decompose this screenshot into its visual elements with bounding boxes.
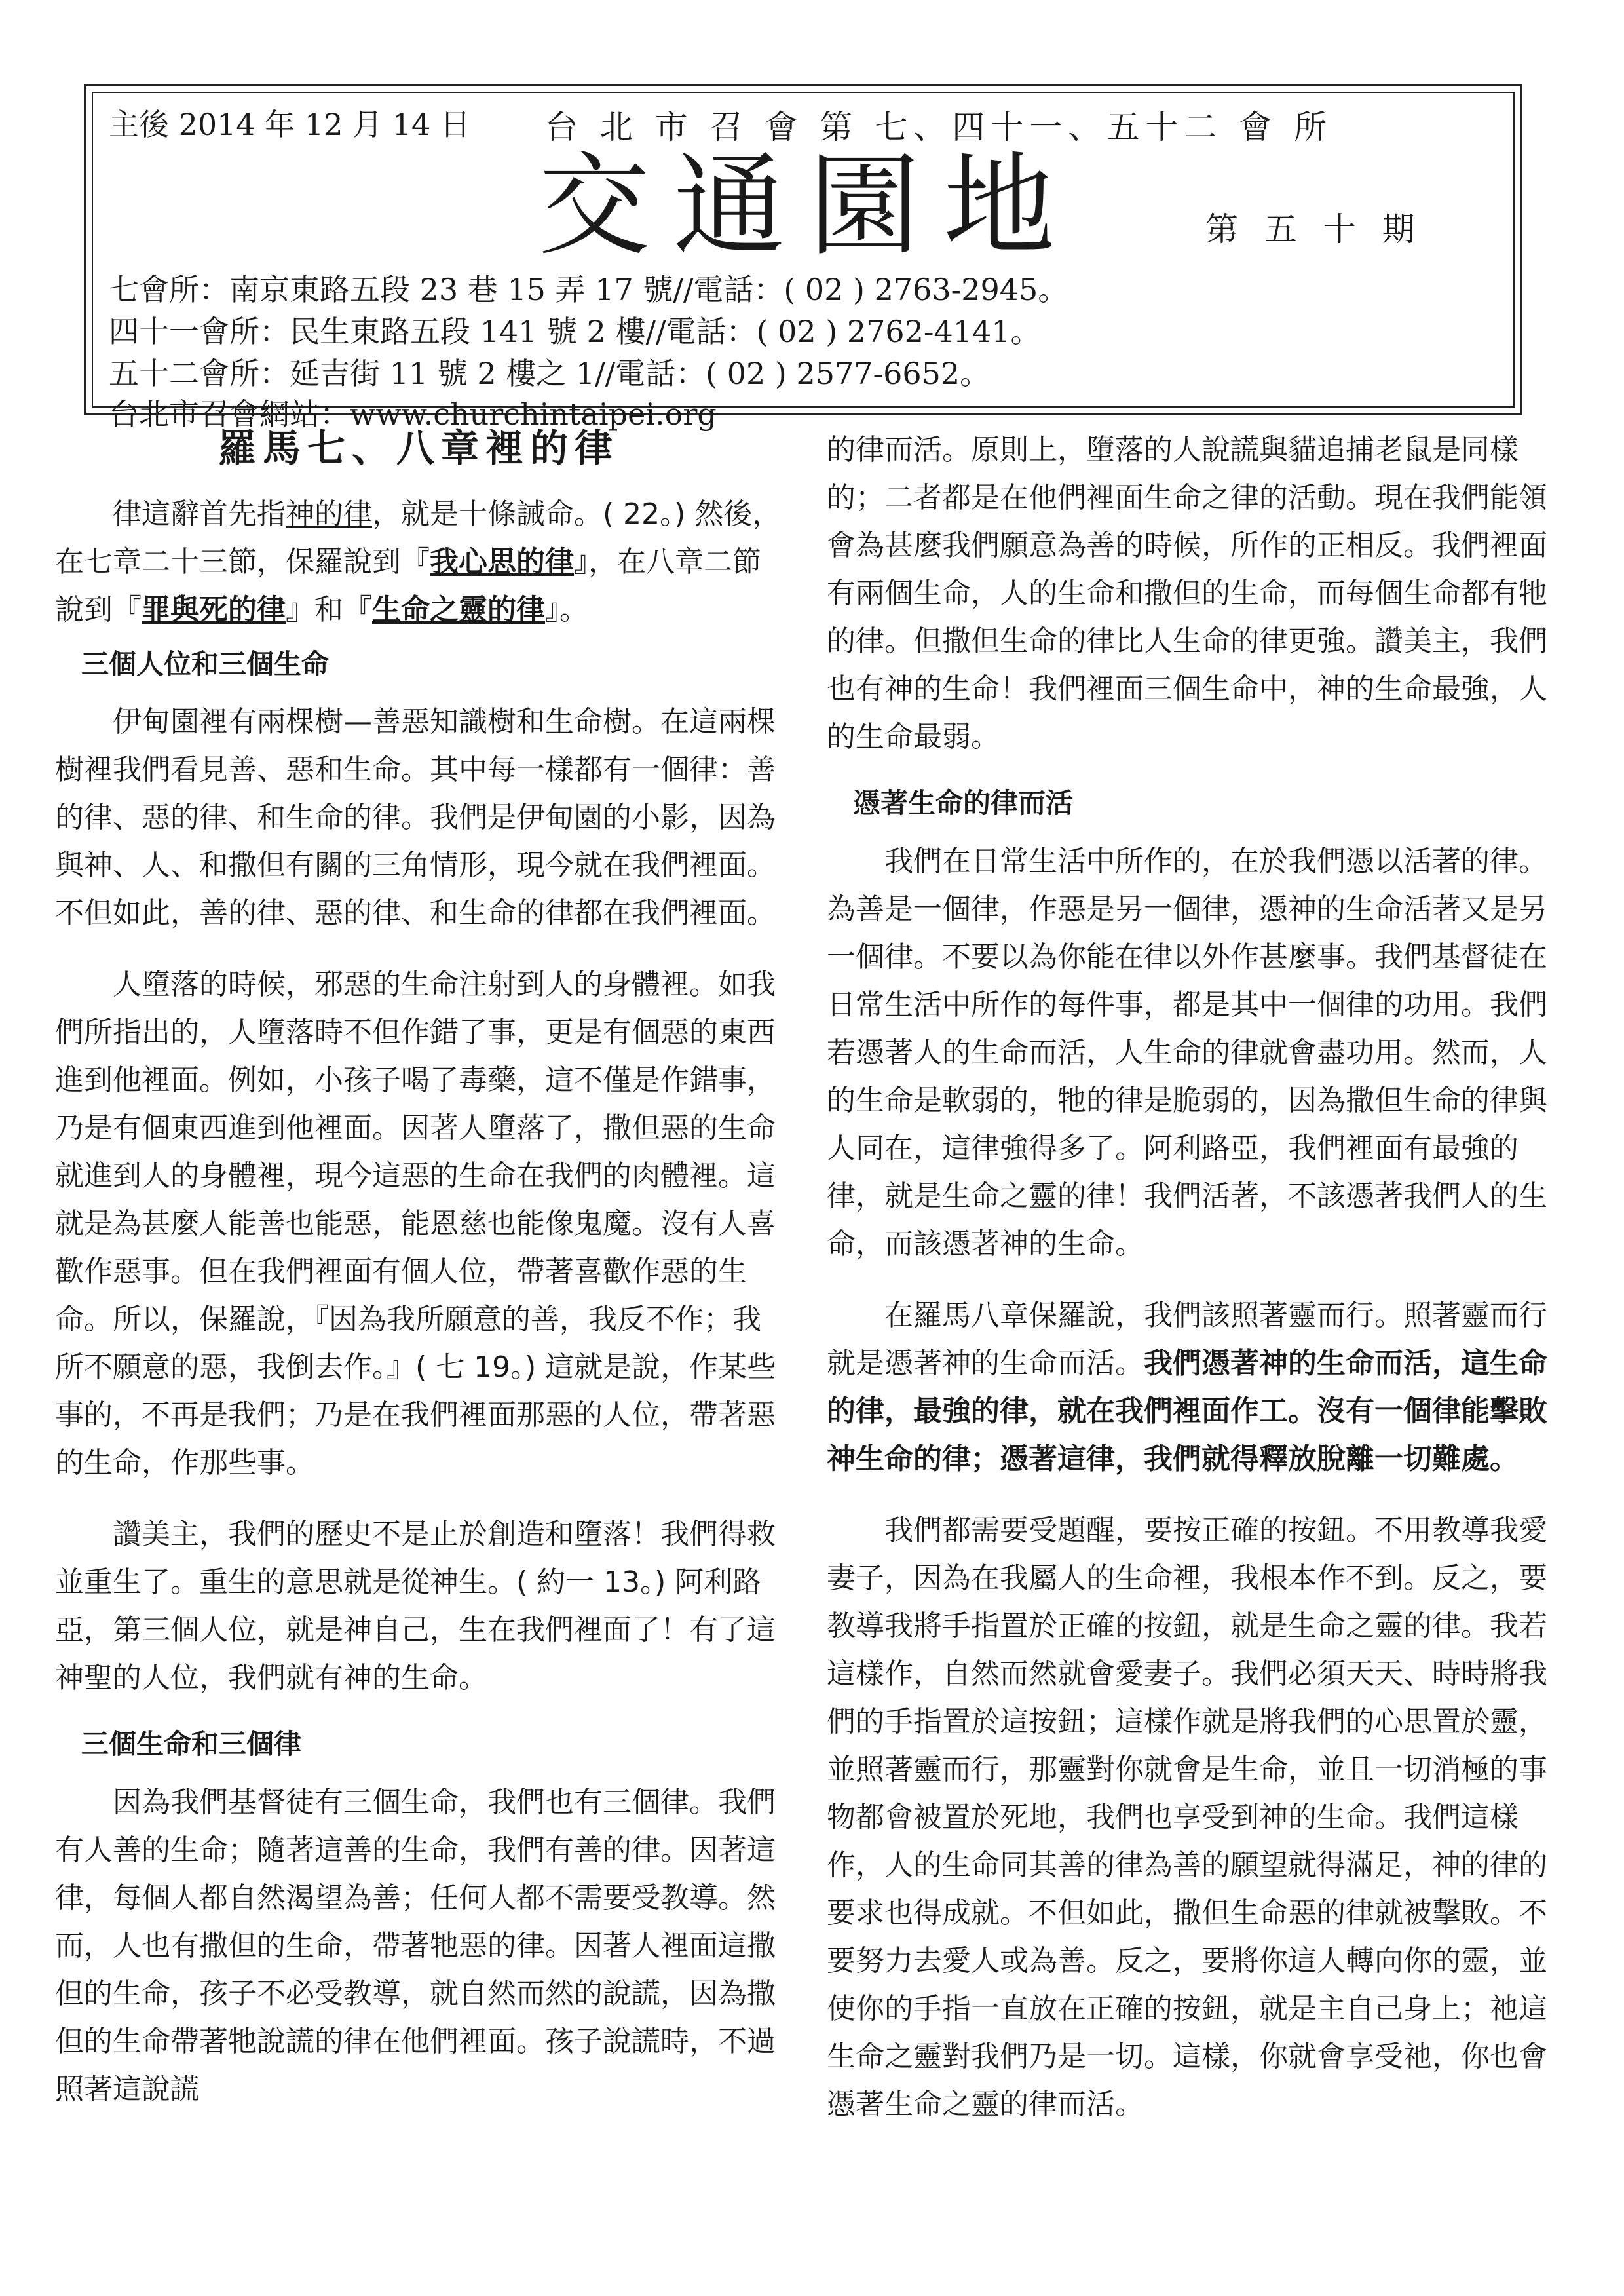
hall-7-address: 七會所：南京東路五段 23 巷 15 弄 17 號//電話：( 02 ) 2763-2945。	[109, 272, 1068, 307]
church-website: 台北市召會網站：www.churchintaipei.org	[109, 396, 717, 432]
hall-41-address: 四十一會所：民生東路五段 141 號 2 樓//電話：( 02 ) 2762-4141。	[109, 314, 1041, 349]
intro-text-a: 律這辭首先指	[113, 497, 286, 531]
masthead-inner-border	[92, 92, 1515, 432]
law-of-sin-and-death: 罪與死的律	[142, 592, 286, 626]
hall-52-address: 五十二會所：延吉街 11 號 2 樓之 1//電話：( 02 ) 2577-6652。	[109, 356, 991, 391]
law-of-spirit-of-life: 生命之靈的律	[372, 592, 545, 626]
left-column	[55, 426, 782, 2122]
masthead	[84, 84, 1522, 432]
intro-text-c: 』，在八章二節說到『	[55, 545, 761, 626]
newsletter-title: 交通園地	[538, 142, 1079, 271]
paragraph-fall: 人墮落的時候，邪惡的生命注射到人的身體裡。如我們所指出的，人墮落時不但作錯了事，更是有個惡的東西進到他裡面。例如，小孩子喝了毒藥，這不僅是作錯事，乃是有個東西進到他裡面。因著人墮落了，撒但惡的生命就進到人的身體裡，現今這惡的生命在我們的肉體裡。這就是為甚麼人能善也能惡，能恩慈也能像鬼魔。沒有人喜歡作惡事。但在我們裡面有個人位，帶著喜歡作惡的生命。所以，保羅說，『因為我所願意的善，我反不作；我所不願意的惡，我倒去作。』( 七 19。) 這就是說，作某些事的，不再是我們；乃是在我們裡面那惡的人位，帶著惡的生命，作那些事。	[55, 968, 776, 1480]
paragraph-three-laws-continued: 的律而活。原則上，墮落的人說謊與貓追捕老鼠是同樣的；二者都是在他們裡面生命之律的活動。現在我們能領會為甚麼我們願意為善的時候，所作的正相反。我們裡面有兩個生命，人的生命和撒但的生命，而每個生命都有牠的律。但撒但生命的律比人生命的律更強。讚美主，我們也有神的生命！我們裡面三個生命中，神的生命最強，人的生命最弱。	[827, 433, 1547, 754]
paragraph-three-laws: 因為我們基督徒有三個生命，我們也有三個律。我們有人善的生命；隨著這善的生命，我們有善的律。因著這律，每個人都自然渴望為善；任何人都不需要受教導。然而，人也有撒但的生命，帶著牠惡的律。因著人裡面這撒但的生命，孩子不必受教導，就自然而然的說謊，因為撒但的生命帶著牠說謊的律在他們裡面。孩子說謊時，不過照著這說謊	[55, 1786, 776, 2107]
subheading-three-persons: 三個人位和三個生命	[81, 647, 330, 680]
paragraph-eden: 伊甸園裡有兩棵樹—善惡知識樹和生命樹。在這兩棵樹裡我們看見善、惡和生命。其中每一樣都有一個律：善的律、惡的律、和生命的律。我們是伊甸園的小影，因為與神、人、和撒但有關的三角情形，現今就在我們裡面。不但如此，善的律、惡的律、和生命的律都在我們裡面。	[55, 705, 776, 930]
paragraph-daily-living: 我們在日常生活中所作的，在於我們憑以活著的律。為善是一個律，作惡是另一個律，憑神的生命活著又是另一個律。不要以為你能在律以外作甚麼事。我們基督徒在日常生活中所作的每件事，都是其中一個律的功用。我們若憑著人的生命而活，人生命的律就會盡功用。然而，人的生命是軟弱的，牠的律是脆弱的，因為撒但生命的律與人同在，這律強得多了。阿利路亞，我們裡面有最強的律，就是生命之靈的律！我們活著，不該憑著我們人的生命，而該憑著神的生命。	[827, 844, 1547, 1261]
paragraph-walk-by-spirit	[827, 1292, 1553, 1483]
meeting-halls: 台 北 市 召 會 第 七、四十一、五十二 會 所	[545, 108, 1333, 146]
intro-text-e: 』。	[545, 592, 588, 626]
intro-paragraph	[55, 490, 782, 634]
law-of-mind: 我心思的律	[430, 545, 574, 579]
subheading-three-laws: 三個生命和三個律	[81, 1728, 302, 1761]
article-title: 羅馬七、八章裡的律	[217, 426, 619, 470]
paragraph-right-button: 我們都需要受題醒，要按正確的按鈕。不用教導我愛妻子，因為在我屬人的生命裡，我根本作不到。反之，要教導我將手指置於正確的按鈕，就是生命之靈的律。我若這樣作，自然而然就會愛妻子。我們必須天天、時時將我們的手指置於這按鈕；這樣作就是將我們的心思置於靈，並照著靈而行，那靈對你就會是生命，並且一切消極的事物都會被置於死地，我們也享受到神的生命。我們這樣作，人的生命同其善的律為善的願望就得滿足，神的律的要求也得成就。不但如此，撒但生命惡的律就被擊敗。不要努力去愛人或為善。反之，要將你這人轉向你的靈，並使你的手指一直放在正確的按鈕，就是主自己身上；祂這生命之靈對我們乃是一切。這樣，你就會享受祂，你也會憑著生命之靈的律而活。	[827, 1513, 1547, 2121]
walk-by-spirit-text: 在羅馬八章保羅說，我們該照著靈而行。照著靈而行就是憑著神的生命而活。	[827, 1298, 1547, 1380]
issue-date: 主後 2014 年 12 月 14 日	[109, 107, 470, 142]
paragraph-regeneration: 讚美主，我們的歷史不是止於創造和墮落！我們得救並重生了。重生的意思就是從神生。( 約一 13。) 阿利路亞，第三個人位，就是神自己，生在我們裡面了！有了這神聖的人位，我們就有神的生命。	[55, 1518, 776, 1695]
issue-number: 第 五 十 期	[1205, 210, 1423, 248]
intro-text-b: ，就是十條誡命。( 22。) 然後，在七章二十三節，保羅說到『	[55, 497, 782, 579]
law-of-god: 神的律	[286, 497, 372, 531]
right-column	[827, 426, 1553, 2137]
walk-by-spirit-emphasis: 我們憑著神的生命而活，這生命的律，最強的律，就在我們裡面作工。沒有一個律能擊敗神生命的律；憑著這律，我們就得釋放脫離一切難處。	[827, 1346, 1547, 1476]
intro-text-d: 』和『	[286, 592, 372, 626]
subheading-live-by-law-of-life: 憑著生命的律而活	[853, 787, 1074, 819]
